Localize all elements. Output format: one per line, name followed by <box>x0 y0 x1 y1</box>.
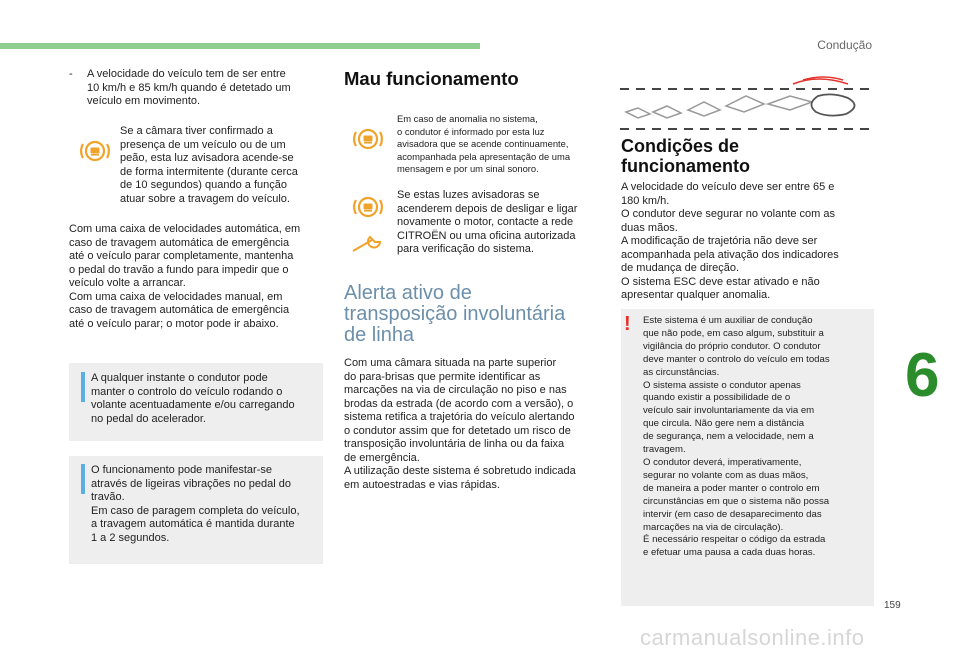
bullet-text: A velocidade do veículo tem de ser entre 10 km/h e 85 km/h quando é detetado um veículo em movimento. <box>87 68 291 107</box>
info-icon <box>81 464 85 494</box>
lane-alert-heading: Alerta ativo de transposição involuntária de linha <box>344 282 566 346</box>
warning-light-description: Se a câmara tiver confirmado a presença de um veículo ou de um peão, esta luz avisadora acende-se de forma intermitente (durante cerca de 10 segundos) quando a função atuar sobre a travagem do veículo. <box>120 125 298 205</box>
malfunction-heading: Mau funcionamento <box>344 68 519 89</box>
wrench-icon <box>350 232 386 254</box>
info-box-1 <box>69 363 323 441</box>
section-title: Condução <box>817 38 872 52</box>
malfunction-text-1: Em caso de anomalia no sistema, o condutor é informado por esta luz avisadora que se acende continuamente, acompanhada pela apresentação de uma mensagem e por um sinal sonoro. <box>397 113 571 175</box>
info-box-2 <box>69 456 323 564</box>
header-accent-bar <box>0 43 480 49</box>
warning-light-icon <box>353 124 383 154</box>
conditions-body: A velocidade do veículo deve ser entre 65 e 180 km/h. O condutor deve segurar no volante com as duas mãos. A modificação de trajetória não deve ser acompanhada pela ativação dos indicadores de mudança de direção. O sistema ESC deve estar ativado e não apresentar qualquer anomalia. <box>621 181 839 301</box>
conditions-heading: Condições de funcionamento <box>621 136 750 176</box>
warning-icon: ! <box>624 313 631 335</box>
info-text-2: O funcionamento pode manifestar-se através de ligeiras vibrações no pedal do travão. Em caso de paragem completa do veículo, a travagem automática é mantida durante 1 a 2 segundos. <box>91 464 300 544</box>
info-icon <box>81 372 85 402</box>
warning-light-icon <box>353 192 383 222</box>
watermark: carmanualsonline.info <box>640 625 865 650</box>
chapter-number: 6 <box>905 341 940 410</box>
warning-light-icon <box>80 136 110 166</box>
malfunction-text-2: Se estas luzes avisadoras se acenderem depois de desligar e ligar novamente o motor, contacte a rede CITROËN ou uma oficina autorizada para verificação do sistema. <box>397 189 578 255</box>
info-text-1: A qualquer instante o condutor pode manter o controlo do veículo rodando o volante acentuadamente e/ou carregando no pedal do acelerador. <box>91 372 295 425</box>
bullet-dash: - <box>69 68 73 80</box>
warning-box <box>621 309 874 606</box>
lane-departure-illustration <box>618 74 873 134</box>
warning-text: Este sistema é um auxiliar de condução que não pode, em caso algum, substituir a vigilância do próprio condutor. O condutor deve manter o controlo do veículo em todas as circunstâncias. O sistema assiste o condutor apenas quando existir a possibilidade de o veículo sair involuntariamente da via em que circula. Não gere nem a distância de segurança, nem a velocidade, nem a travagem. O condutor deverá, imperativamente, segurar no volante com as duas mãos, de maneira a poder manter o controlo em circunstâncias em que o sistema não possa intervir (em caso de desaparecimento das marcações na via de circulação). É necessário respeitar o código da estrada e efetuar uma pausa a cada duas horas. <box>643 315 830 559</box>
lane-alert-body: Com uma câmara situada na parte superior do para-brisas que permite identificar as marcações na via de circulação no piso e nas brodas da estrada (de acordo com a versão), o sistema retifica a trajetória do veículo alertando o condutor assim que for detetado um risco de transposição involuntária de linha ou da faixa de emergência. A utilização deste sistema é sobretudo indicada em autoestradas e vias rápidas. <box>344 357 576 491</box>
gearbox-paragraph: Com uma caixa de velocidades automática, em caso de travagem automática de emergência até o veículo parar completamente, mantenha o pedal do travão a fundo para impedir que o veículo volte a arrancar. Com uma caixa de velocidades manual, em caso de travagem automática de emergência até o veículo parar; o motor pode ir abaixo. <box>69 223 301 330</box>
page-number: 159 <box>884 600 901 611</box>
